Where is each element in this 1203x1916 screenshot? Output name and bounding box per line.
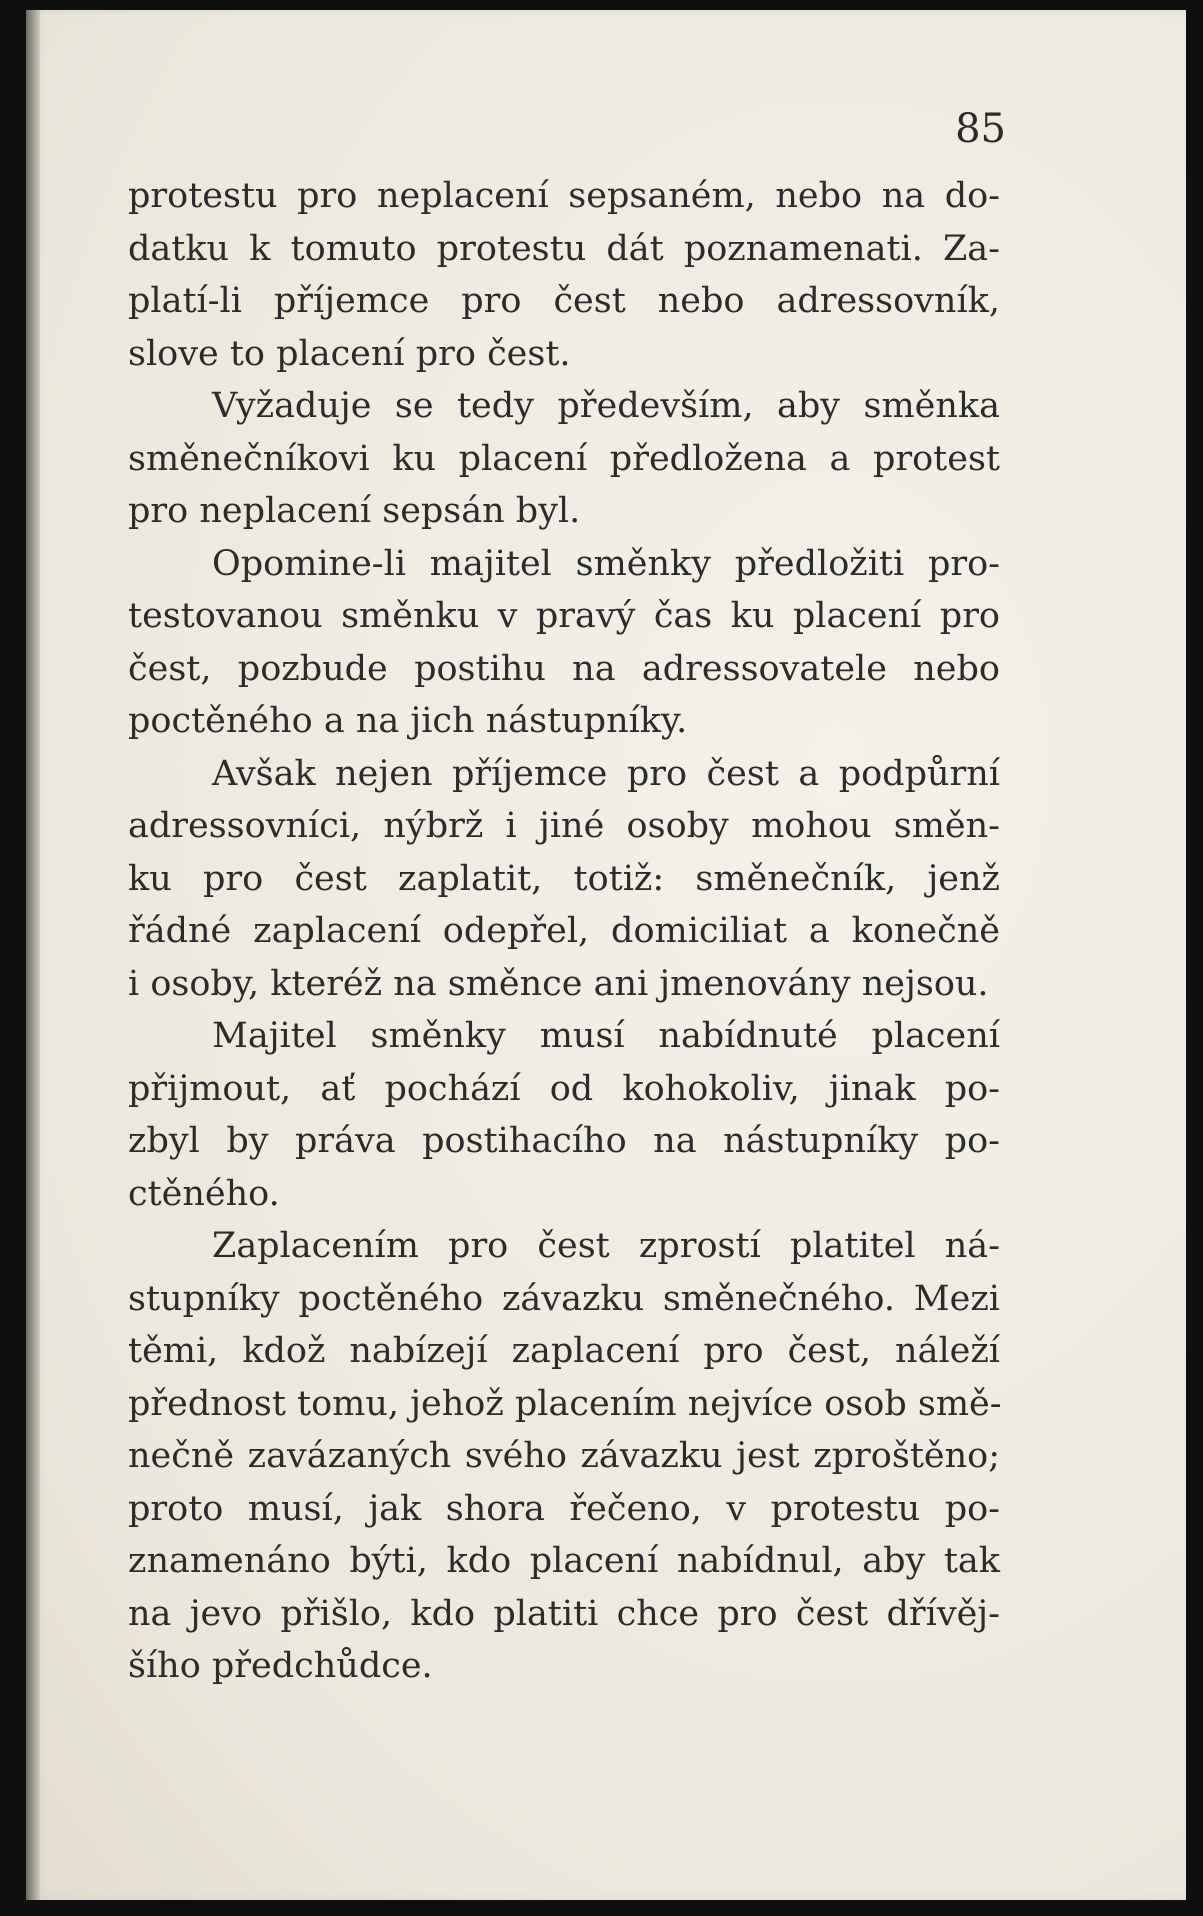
text-line: adressovníci, nýbrž i jiné osoby mohou směn-	[128, 806, 1000, 846]
text-line: platí-li příjemce pro čest nebo adressovník,	[128, 281, 1000, 321]
text-line: přijmout, ať pochází od kohokoliv, jinak po-	[128, 1068, 1000, 1109]
text-line: šího předchůdce.	[128, 1646, 433, 1686]
text-line: ku pro čest zaplatit, totiž: směnečník, jenž	[128, 858, 1000, 899]
text-line: Majitel směnky musí nabídnuté placení	[212, 1016, 1000, 1056]
text-line: protestu pro neplacení sepsaném, nebo na do-	[128, 176, 1000, 216]
text-line: proto musí, jak shora řečeno, v protestu po-	[128, 1488, 1000, 1529]
text-line: přednost tomu, jehož placením nejvíce osob smě-	[128, 1383, 1002, 1424]
text-line: Zaplacením pro čest zprostí platitel ná-	[212, 1226, 1000, 1266]
text-line: poctěného a na jich nástupníky.	[128, 701, 688, 741]
text-line: i osoby, kteréž na směnce ani jmenovány nejsou.	[128, 963, 989, 1004]
text-line: Opomine-li majitel směnky předložiti pro-	[212, 543, 1000, 584]
book-page	[26, 10, 1186, 1900]
body-text	[128, 170, 1000, 1693]
text-line: stupníky poctěného závazku směnečného. Mezi	[128, 1278, 1000, 1319]
page-gutter	[26, 10, 40, 1900]
text-line: na jevo přišlo, kdo platiti chce pro čest dřívěj-	[128, 1593, 1000, 1634]
paragraph	[128, 380, 1000, 538]
paragraph	[128, 1220, 1000, 1693]
text-line: čest, pozbude postihu na adressovatele nebo	[128, 648, 1000, 689]
text-line: těmi, kdož nabízejí zaplacení pro čest, náleží	[128, 1331, 1000, 1371]
page-number: 85	[955, 106, 1006, 152]
text-line: znamenáno býti, kdo placení nabídnul, aby tak	[128, 1541, 1000, 1581]
paragraph	[128, 748, 1000, 1011]
text-line: slove to placení pro čest.	[128, 333, 571, 374]
text-line: ctěného.	[128, 1173, 280, 1214]
text-line: Vyžaduje se tedy především, aby směnka	[212, 386, 1000, 426]
text-line: řádné zaplacení odepřel, domiciliat a konečně	[128, 911, 1000, 951]
text-line: testovanou směnku v pravý čas ku placení pro	[128, 596, 1000, 636]
paragraph	[128, 538, 1000, 748]
paragraph	[128, 1010, 1000, 1220]
text-line: zbyl by práva postihacího na nástupníky po-	[128, 1121, 1000, 1161]
text-line: směnečníkovi ku placení předložena a protest	[128, 438, 1000, 479]
paragraph	[128, 170, 1000, 380]
text-line: Avšak nejen příjemce pro čest a podpůrní	[212, 753, 1000, 794]
text-line: nečně zavázaných svého závazku jest zproštěno;	[128, 1436, 1000, 1476]
text-line: datku k tomuto protestu dát poznamenati. Za-	[128, 228, 1000, 269]
text-line: pro neplacení sepsán byl.	[128, 491, 581, 531]
